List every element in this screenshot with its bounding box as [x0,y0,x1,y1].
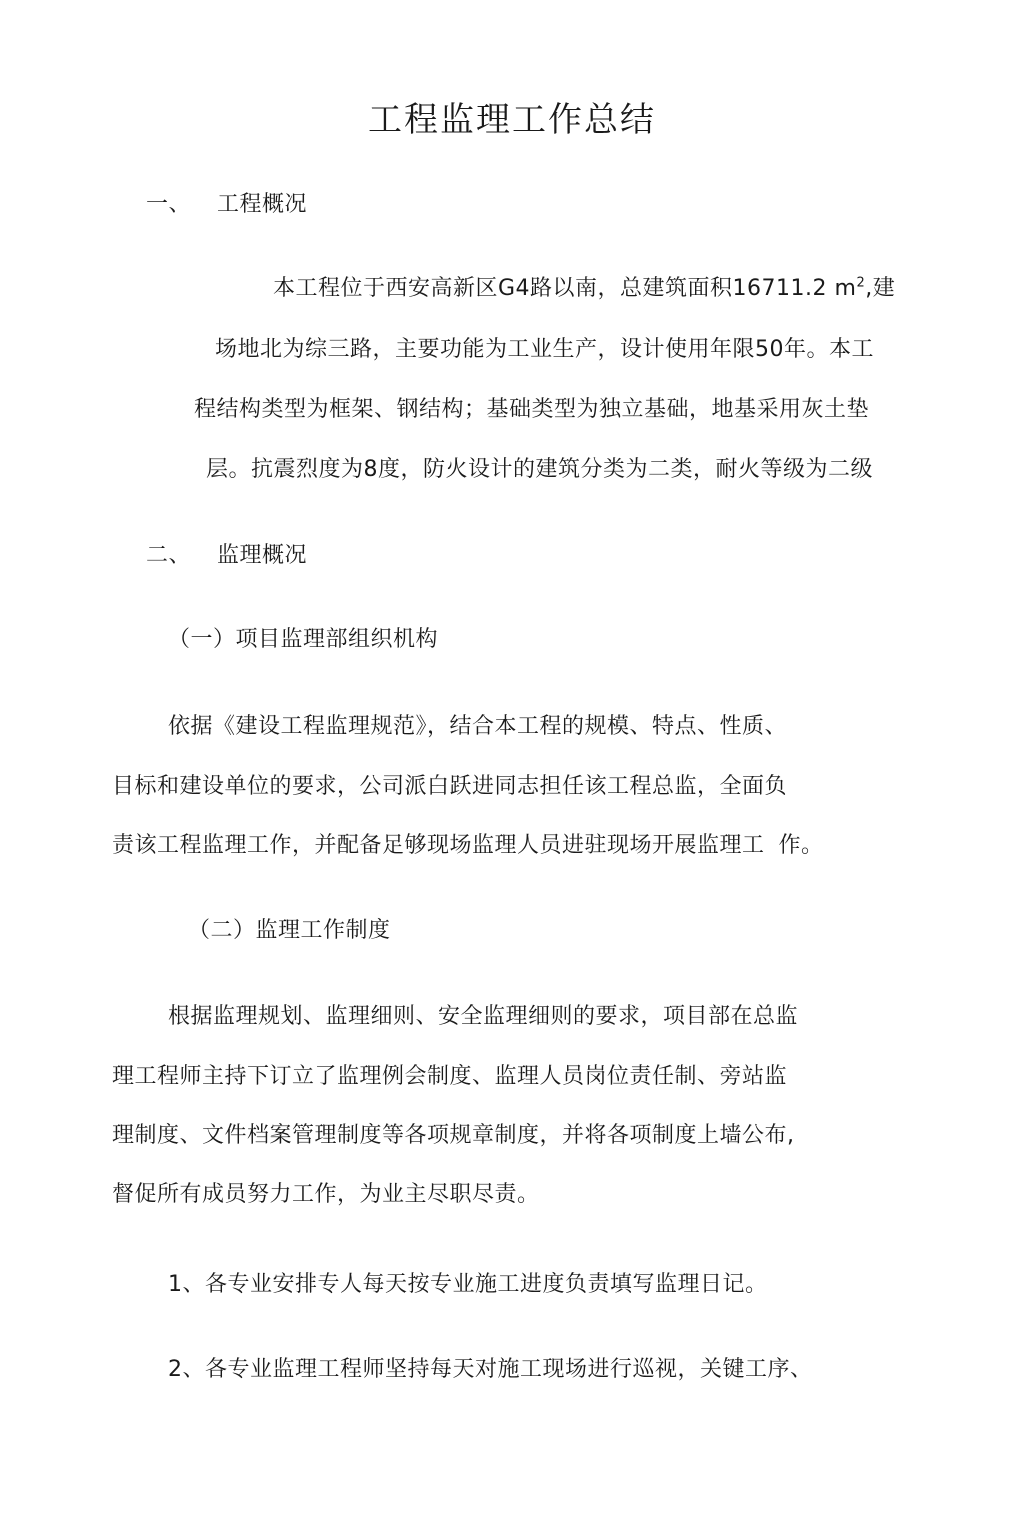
text-run: ,建 [865,276,896,301]
paragraph-line: 场地北为综三路，主要功能为工业生产，设计使用年限50年。本工 [215,337,874,362]
subsection-heading-2: （二）监理工作制度 [188,918,391,943]
paragraph-line: 层。抗震烈度为8度，防火设计的建筑分类为二类，耐火等级为二级 [206,457,873,482]
list-item: 1、各专业安排专人每天按专业施工进度负责填写监理日记。 [168,1272,768,1297]
paragraph-line: 督促所有成员努力工作，为业主尽职尽责。 [112,1182,540,1207]
document-title: 工程监理工作总结 [368,100,656,140]
section-heading-2 [146,541,307,571]
paragraph-line: 理制度、文件档案管理制度等各项规章制度，并将各项制度上墙公布, [112,1123,795,1148]
text-run: 本工程位于西安高新区G4路以南，总建筑面积16711.2 m [273,276,857,301]
section-number: 二、 [146,543,192,568]
text-run: 责该工程监理工作，并配备足够现场监理人员进驻现场开展监理工 [112,833,765,858]
paragraph-line: 根据监理规划、监理细则、安全监理细则的要求，项目部在总监 [168,1004,799,1029]
paragraph-line: 目标和建设单位的要求，公司派白跃进同志担任该工程总监，全面负 [112,774,788,799]
paragraph-line [112,831,824,861]
section-heading-1 [146,190,307,220]
section-title: 监理概况 [217,543,308,568]
paragraph-line [273,274,895,304]
paragraph-line: 依据《建设工程监理规范》，结合本工程的规模、特点、性质、 [168,714,788,739]
paragraph-line: 理工程师主持下订立了监理例会制度、监理人员岗位责任制、旁站监 [112,1064,788,1089]
section-number: 一、 [146,192,192,217]
text-run: 作。 [778,833,824,858]
paragraph-line: 程结构类型为框架、钢结构；基础类型为独立基础，地基采用灰土垫 [194,397,870,422]
section-title: 工程概况 [217,192,308,217]
list-item: 2、各专业监理工程师坚持每天对施工现场进行巡视，关键工序、 [168,1357,813,1382]
superscript: 2 [856,275,866,291]
subsection-heading-1: （一）项目监理部组织机构 [168,627,439,652]
